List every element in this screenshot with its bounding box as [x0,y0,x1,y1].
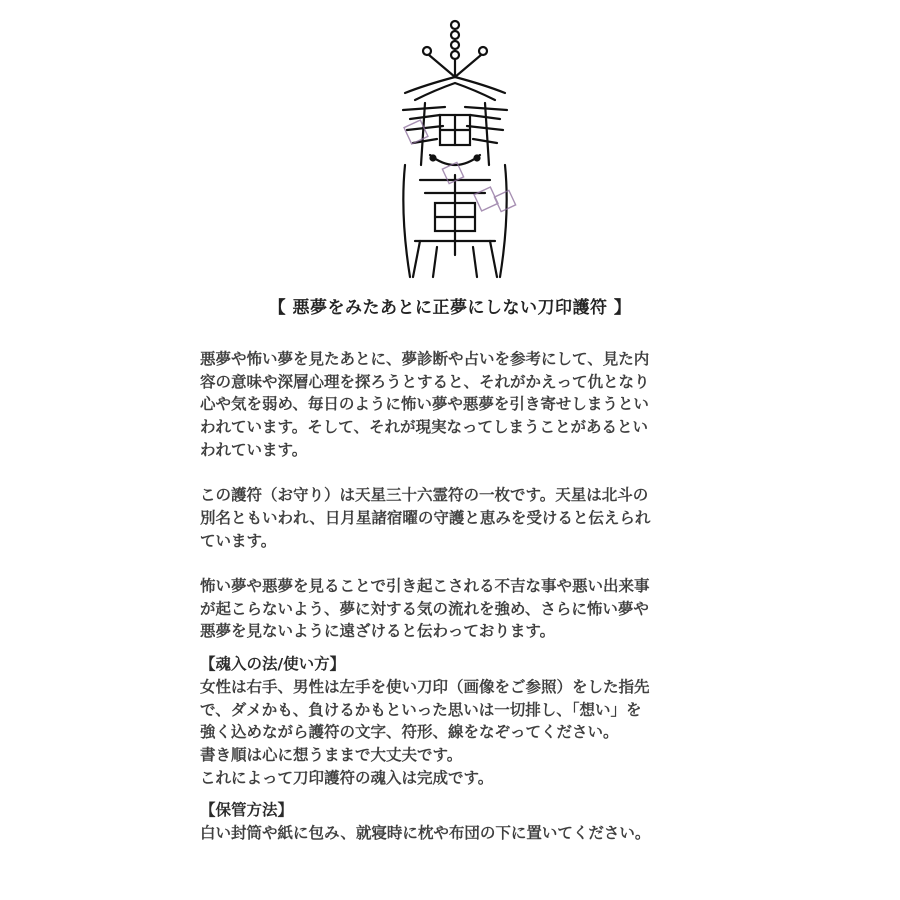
description-body [200,348,705,867]
page-title: 【 悪夢をみたあとに正夢にしない刀印護符 】 [268,298,632,318]
storage-text: 白い封筒や紙に包み、就寝時に枕や布団の下に置いてください。 [200,824,651,843]
intro-paragraph-1: 悪夢や怖い夢を見たあとに、夢診断や占いを参考にして、見た内 容の意味や深層心理を探ろうとすると、それがかえって仇となり 心や気を弱め、毎日のように怖い夢や悪夢を引き寄せしまうとい われています。そして、それが現実なってしまうことがあるとい われています。 [200,350,650,459]
usage-heading: 【魂入の法/使い方】 [200,655,346,674]
talisman-glyph [385,15,525,283]
storage-heading: 【保管方法】 [200,801,294,820]
usage-text: 女性は右手、男性は左手を使い刀印（画像をご参照）をした指先 で、ダメかも、負けるかもといった思いは一切排し、「想い」を 強く込めながら護符の文字、符形、線をなぞってください。 書き順は心に想うままで大丈夫です。 これによって刀印護符の魂入は完成です。 [200,677,650,787]
intro-paragraph-2: この護符（お守り）は天星三十六霊符の一枚です。天星は北斗の 別名ともいわれ、日月星諸宿曜の守護と恵みを受けると伝えられ ています。 [200,486,651,550]
intro-paragraph-3: 怖い夢や悪夢を見ることで引き起こされる不吉な事や悪い出来事 が起こらないよう、夢に対する気の流れを強め、さらに怖い夢や 悪夢を見ないように遠ざけると伝わっております。 [200,577,650,641]
talisman-image [385,15,525,283]
